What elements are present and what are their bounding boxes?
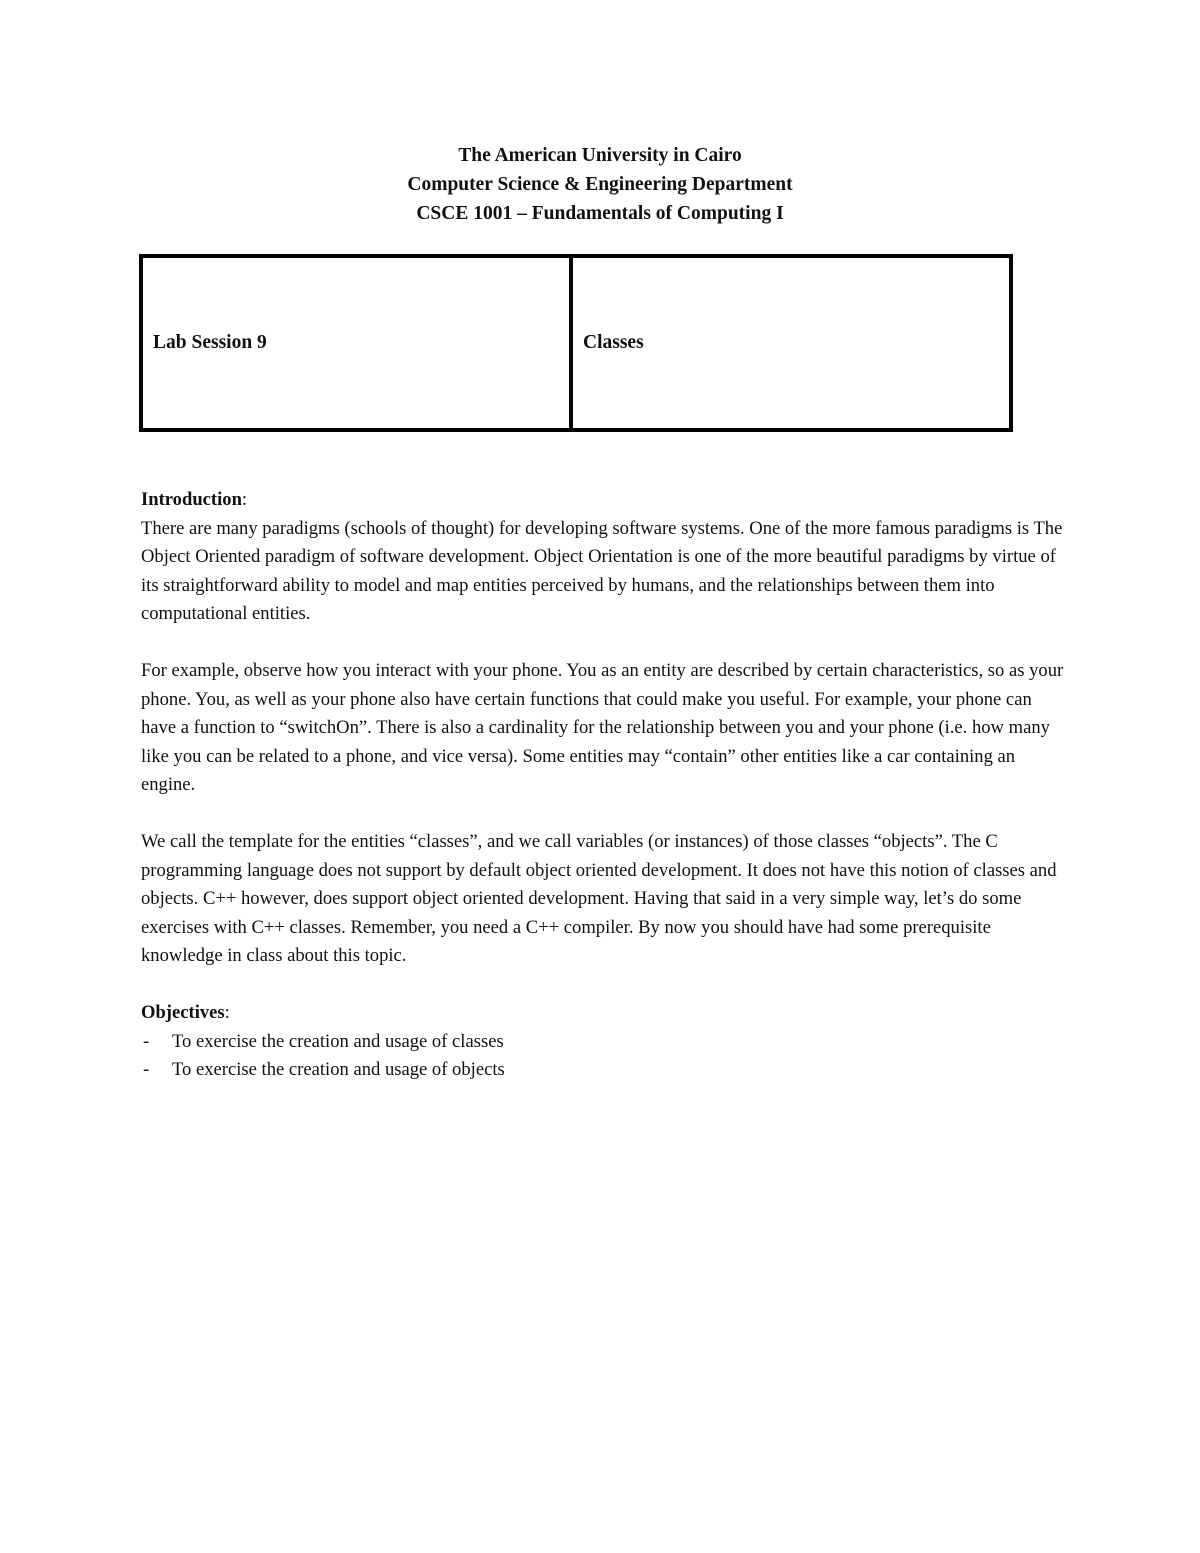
objective-text: To exercise the creation and usage of classes	[172, 1030, 504, 1052]
lab-info-table	[139, 254, 1013, 432]
objective-dash: -	[143, 1059, 150, 1080]
objectives-heading	[141, 999, 1066, 1028]
objectives-list	[141, 1028, 1066, 1085]
introduction-paragraph-2: For example, observe how you interact with your phone. You as an entity are described by certain characteristics, so as your phone. You, as well as your phone also have certain functions that could make you useful. For example, your phone can have a function to “switchOn”. There is also a cardinality for the relationship between you and your phone (i.e. how many like you can be related to a phone, and vice versa). Some entities may “contain” other entities like a car containing an engine.	[141, 660, 1064, 795]
document-body	[141, 486, 1066, 1085]
objective-item	[141, 1028, 1066, 1057]
lab-info-row	[141, 256, 1011, 430]
objective-dash: -	[143, 1030, 150, 1052]
lab-session-cell: Lab Session 9	[141, 256, 571, 430]
university-name: The American University in Cairo	[458, 145, 742, 166]
lab-topic-cell: Classes	[571, 256, 1011, 430]
objective-item	[141, 1056, 1066, 1085]
introduction-heading-text: Introduction	[141, 489, 242, 510]
introduction-heading-colon: :	[241, 489, 248, 510]
introduction-heading	[141, 486, 1066, 515]
objectives-heading-text: Objectives	[141, 1002, 225, 1023]
introduction-paragraph-3: We call the template for the entities “classes”, and we call variables (or instances) of those classes “objects”. The C programming language does not support by default object oriented development. It does not have this notion of classes and objects. C++ however, does support object oriented development. Having that said in a very simple way, let’s do some exercises with C++ classes. Remember, you need a C++ compiler. By now you should have had some prerequisite knowledge in class about this topic.	[141, 831, 1057, 966]
introduction-paragraph-1: There are many paradigms (schools of thought) for developing software systems. One of the more famous paradigms is The Object Oriented paradigm of software development. Object Orientation is one of the more beautiful paradigms by virtue of its straightforward ability to model and map entities perceived by humans, and the relationships between them into computational entities.	[141, 517, 1063, 624]
course-title: CSCE 1001 – Fundamentals of Computing I	[416, 203, 784, 224]
objectives-heading-colon: :	[224, 1002, 230, 1023]
document-header	[0, 141, 1200, 228]
objective-text: To exercise the creation and usage of objects	[172, 1059, 505, 1080]
department-name: Computer Science & Engineering Department	[407, 174, 793, 195]
